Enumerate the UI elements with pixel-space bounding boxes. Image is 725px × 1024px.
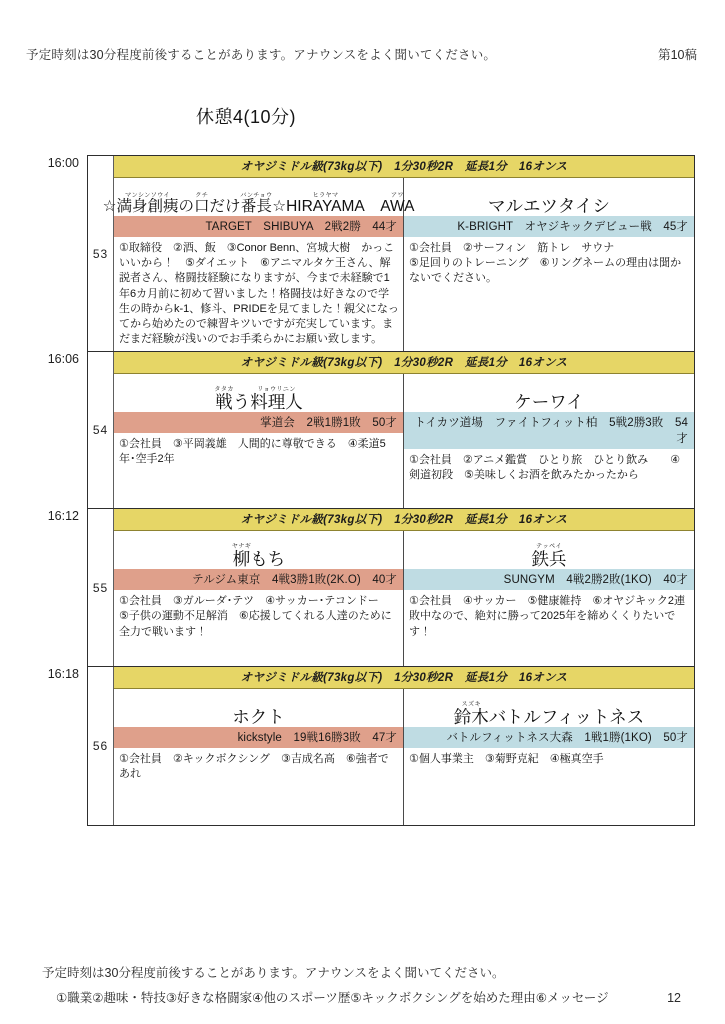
header-revision: 第10稿 — [658, 48, 697, 62]
bout-table — [87, 155, 695, 351]
bout-body — [102, 156, 694, 351]
blue-gym-record: バトルフィットネス大森 1戦1勝(1KO) 50才 — [404, 727, 694, 748]
corners — [114, 531, 694, 666]
rules-banner: オヤジミドル級(73kg以下) 1分30秒2R 延長1分 16オンス — [114, 667, 694, 689]
bout-number: 53 — [88, 156, 114, 351]
bout-row — [30, 508, 695, 666]
rules-banner: オヤジミドル級(73kg以下) 1分30秒2R 延長1分 16オンス — [114, 156, 694, 178]
red-corner — [102, 178, 415, 351]
bout-time: 16:12 — [47, 509, 79, 524]
corners — [102, 178, 694, 351]
rules-banner: オヤジミドル級(73kg以下) 1分30秒2R 延長1分 16オンス — [114, 352, 694, 374]
blue-fighter-name: マルエツタイシ — [488, 195, 610, 216]
blue-corner — [404, 374, 694, 508]
blue-fighter-name: ケーワイ — [514, 391, 584, 412]
header-note: 予定時刻は30分程度前後することがあります。アナウンスをよく聞いてください。 — [26, 48, 497, 62]
blue-fighter-bio: ①個人事業主 ③菊野克紀 ④極真空手 — [409, 753, 604, 766]
bout-row — [30, 155, 695, 351]
bout-body — [114, 352, 694, 508]
bout-body — [114, 509, 694, 666]
bout-table — [87, 666, 695, 826]
bout-body — [114, 667, 694, 825]
blue-gym-record: K-BRIGHT オヤジキックデビュー戦 45才 — [404, 216, 694, 237]
bout-row — [30, 666, 695, 826]
bout-time: 16:18 — [47, 667, 79, 682]
bout-number: 54 — [88, 352, 114, 508]
bout-time: 16:00 — [47, 156, 79, 170]
corners — [114, 689, 694, 825]
red-fighter-bio: ①会社員 ③ガルーダ･テツ ④サッカー･テコンドー ⑤子供の運動不足解消 ⑥応援してくれる人達のために全力で戦います！ — [119, 595, 392, 638]
blue-gym-record: トイカツ道場 ファイトフィット柏 5戦2勝3敗 54才 — [404, 412, 694, 449]
footer-legend: ①職業②趣味・特技③好きな格闘家④他のスポーツ歴⑤キックボクシングを始めた理由⑥メッセージ — [56, 991, 609, 1005]
bout-number: 56 — [88, 667, 114, 825]
red-fighter-bio: ①会社員 ②キックボクシング ③吉成名高 ⑥強者であれ — [119, 753, 389, 781]
blue-name-zone — [404, 689, 694, 727]
page-number: 12 — [667, 991, 681, 1005]
red-gym-record: テルジム東京 4戦3勝1敗(2K.O) 40才 — [114, 569, 403, 590]
page-header — [0, 45, 725, 63]
red-fighter-bio: ①会社員 ③平岡義雄 人間的に尊敬できる ④柔道5年･空手2年 — [119, 438, 386, 466]
bout-row — [30, 351, 695, 508]
blue-fighter-name: 鉄兵テッペイ — [531, 542, 567, 569]
bout-table — [87, 508, 695, 666]
bout-time: 16:06 — [47, 352, 79, 367]
footer-legend-row — [42, 988, 699, 1006]
rules-banner: オヤジミドル級(73kg以下) 1分30秒2R 延長1分 16オンス — [114, 509, 694, 531]
red-name-zone — [114, 374, 403, 412]
red-fighter-bio: ①取締役 ②酒、飯 ③Conor Benn、宮城大樹 かっこいいから！ ⑤ダイエット ⑥アニマルタケ王さん、解説者さん、格闘技経験になりますが、今まで未経験で1年6カ月前に初めて習いました！格闘技は好きなので学生の時からk-1、修斗、PRIDEを見てました！親父になってから始めたので練習キツいですが充実しています。まだまだ経験が浅いのでお手柔らかにお願い致します。 — [119, 242, 399, 346]
blue-fighter-bio: ①会社員 ④サッカー ⑤健康維持 ⑥オヤジキック2連敗中なので、絶対に勝って2025年を締めくくりたいです！ — [409, 595, 686, 638]
corners — [114, 374, 694, 508]
red-name-zone — [114, 689, 403, 727]
blue-corner — [404, 531, 694, 666]
red-fighter-name: ☆満身創痍マンシンソウイの口クチだけ番長バンチョウ☆HIRAYAMAヒラヤマ AWAアワ — [102, 191, 415, 215]
blue-gym-record: SUNGYM 4戦2勝2敗(1KO) 40才 — [404, 569, 694, 590]
break-title: 休憩4(10分) — [196, 107, 297, 127]
red-fighter-name: 戦タタカう料理人リョウリニン — [214, 385, 303, 412]
red-corner — [114, 689, 404, 825]
red-gym-record: TARGET SHIBUYA 2戦2勝 44才 — [114, 216, 403, 237]
bout-number: 55 — [88, 509, 114, 666]
blue-fighter-bio: ①会社員 ②アニメ鑑賞 ひとり旅 ひとり飲み ④剣道初段 ⑤美味しくお酒を飲みたかったから — [409, 454, 681, 482]
blue-corner — [404, 689, 694, 825]
blue-fighter-name: 鈴木スズキバトルフィットネス — [453, 700, 645, 727]
blue-name-zone — [404, 178, 694, 216]
blue-name-zone — [404, 374, 694, 412]
blue-fighter-bio: ①会社員 ②サーフィン 筋トレ サウナ ⑤足回りのトレーニング ⑥リングネームの理由は聞かないでください。 — [409, 242, 682, 285]
red-fighter-name: ホクト — [232, 706, 285, 727]
footer-note: 予定時刻は30分程度前後することがあります。アナウンスをよく聞いてください。 — [42, 966, 505, 980]
red-fighter-name: 柳ヤナギもち — [231, 542, 286, 569]
red-name-zone — [102, 178, 415, 216]
red-corner — [114, 374, 404, 508]
red-gym-record: kickstyle 19戦16勝3敗 47才 — [114, 727, 403, 748]
blue-name-zone — [404, 531, 694, 569]
red-gym-record: 掌道会 2戦1勝1敗 50才 — [114, 412, 403, 433]
red-name-zone — [114, 531, 403, 569]
page-footer — [0, 963, 725, 1006]
bout-schedule — [30, 155, 695, 826]
blue-corner — [404, 178, 694, 351]
red-corner — [114, 531, 404, 666]
bout-table — [87, 351, 695, 508]
